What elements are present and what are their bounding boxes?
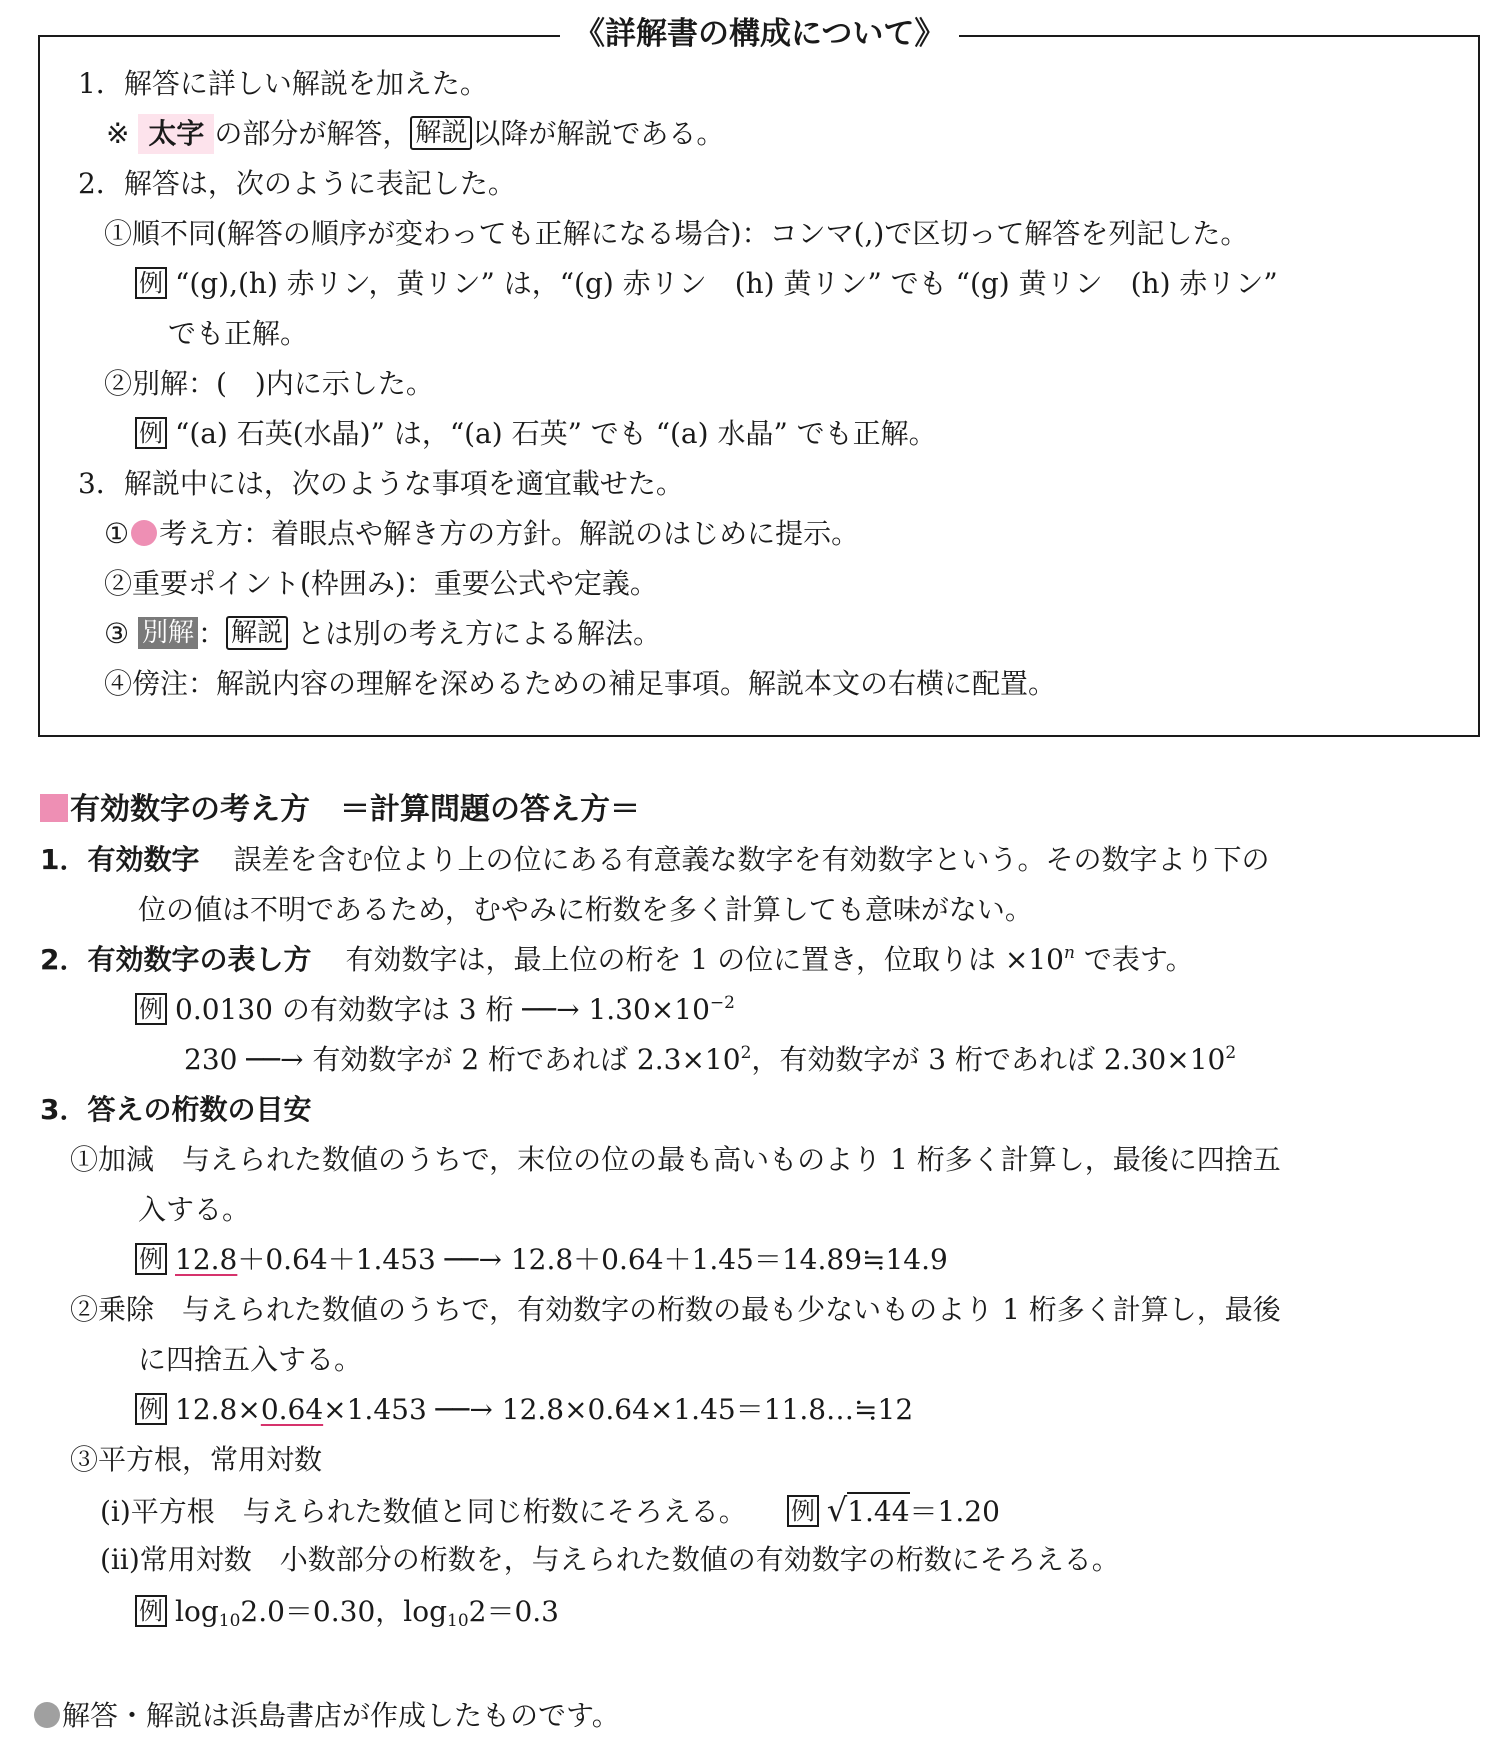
s2-ex1: 0.0130 の有効数字は 3 桁 ──→ 1.30×10 <box>175 993 710 1026</box>
s2-ex2-b: ，有効数字が 3 桁であれば 2.30×10 <box>751 1043 1226 1076</box>
s2-label: 2．有効数字の表し方 <box>40 943 312 976</box>
guide-item-3-3 <box>104 614 661 654</box>
s2-exponent: n <box>1063 943 1075 963</box>
s2-ex1-exponent: −2 <box>709 993 735 1013</box>
item3-1-num: ① <box>104 517 130 550</box>
example-2-text: “(a) 石英(水晶)” は，“(a) 石英” でも “(a) 水晶” でも正解。 <box>175 417 937 450</box>
rei-tag: 例 <box>135 1393 167 1425</box>
pink-square-icon <box>40 794 68 822</box>
s3-2-ex-rest: ×1.453 ──→ 12.8×0.64×1.45＝11.8…≒12 <box>323 1393 914 1426</box>
sigfig-s2-example-1 <box>135 990 735 1030</box>
s2-ex2-exp2: 2 <box>1225 1043 1237 1063</box>
rei-tag: 例 <box>135 1243 167 1275</box>
note-mid: の部分が解答， <box>214 117 411 150</box>
colon: ： <box>198 617 227 650</box>
item3-3-num: ③ <box>104 617 130 650</box>
bold-label: 太字 <box>138 114 214 154</box>
sigfig-s3-2: ②乗除 与えられた数値のうちで，有効数字の桁数の最も少ないものより 1 桁多く計算し，最後 <box>70 1293 1281 1326</box>
s2-text-end: で表す。 <box>1074 943 1194 976</box>
log-base-1: 10 <box>218 1611 241 1631</box>
rei-tag: 例 <box>787 1495 819 1527</box>
footer-note <box>34 1696 620 1736</box>
guide-item-3-4: ④傍注：解説内容の理解を深めるための補足事項。解説本文の右横に配置。 <box>104 667 1057 700</box>
sigfig-s3-3-ii: (ⅱ)常用対数 小数部分の桁数を，与えられた数値の有効数字の桁数にそろえる。 <box>100 1543 1120 1576</box>
sigfig-s2-example-2 <box>184 1040 1236 1080</box>
guide-item-3-1 <box>104 514 859 554</box>
sigfig-s3-2-example <box>135 1390 913 1430</box>
log-c: 2＝0.3 <box>468 1595 560 1628</box>
pink-circle-icon <box>131 520 157 546</box>
guide-title: 《詳解書の構成について》 <box>560 12 959 56</box>
footer-text: 解答・解説は浜島書店が作成したものです。 <box>62 1699 620 1732</box>
s1-text: 誤差を含む位より上の位にある有意義な数字を有効数字という。その数字より下の <box>233 843 1270 876</box>
guide-item-3-2: ②重要ポイント(枠囲み)：重要公式や定義。 <box>104 567 658 600</box>
sigfig-s2 <box>40 940 1194 980</box>
kaisetsu-tag-2: 解説 <box>226 616 288 650</box>
sigfig-heading-text: 有効数字の考え方 ＝計算問題の答え方＝ <box>70 792 640 827</box>
s3-2-underlined: 0.64 <box>260 1393 324 1426</box>
rei-tag: 例 <box>135 993 167 1025</box>
rei-tag: 例 <box>135 417 167 449</box>
guide-item-3: 3．解説中には，次のような事項を適宜載せた。 <box>78 467 684 500</box>
s2-ex2-a: 230 ──→ 有効数字が 2 桁であれば 2.3×10 <box>184 1043 741 1076</box>
sqrt-value: 1.44 <box>847 1492 909 1528</box>
guide-note <box>106 114 724 154</box>
sigfig-s1-cont: 位の値は不明であるため，むやみに桁数を多く計算しても意味がない。 <box>138 893 1033 926</box>
betsukai-tag: 別解 <box>138 617 198 649</box>
log-base-2: 10 <box>447 1611 469 1631</box>
kaisetsu-tag: 解説 <box>410 116 472 150</box>
guide-item-2: 2．解答は，次のように表記した。 <box>78 167 516 200</box>
note-mark: ※ <box>106 117 130 150</box>
log-b: 2.0＝0.30，log <box>240 1595 448 1628</box>
sigfig-log-example <box>135 1592 559 1632</box>
sigfig-s3-3: ③平方根，常用対数 <box>70 1443 323 1476</box>
sigfig-s3-label: 3．答えの桁数の目安 <box>40 1093 312 1126</box>
gray-circle-icon <box>34 1702 60 1728</box>
sqrt-icon: √ <box>826 1491 848 1529</box>
sqrt-result: ＝1.20 <box>909 1495 1000 1528</box>
guide-item-1: 1．解答に詳しい解説を加えた。 <box>78 67 488 100</box>
s3-3i-text: (ⅰ)平方根 与えられた数値と同じ桁数にそろえる。 <box>100 1495 747 1528</box>
sigfig-s3-1: ①加減 与えられた数値のうちで，末位の位の最も高いものより 1 桁多く計算し，最後に四捨五 <box>70 1143 1281 1176</box>
guide-example-2 <box>135 414 937 454</box>
sigfig-heading <box>40 790 640 830</box>
s3-1-underlined: 12.8 <box>175 1243 238 1276</box>
sigfig-s1 <box>40 840 1270 880</box>
sigfig-s3-3-i <box>100 1490 1000 1532</box>
item3-3-text: とは別の考え方による解法。 <box>296 617 661 650</box>
guide-example-1-cont: でも正解。 <box>168 317 309 350</box>
s3-1-ex-rest: ＋0.64＋1.453 ──→ 12.8＋0.64＋1.45＝14.89≒14.9 <box>237 1243 948 1276</box>
item3-1-text: 考え方：着眼点や解き方の方針。解説のはじめに提示。 <box>159 517 860 550</box>
s1-label: 1．有効数字 <box>40 843 200 876</box>
s2-ex2-exp1: 2 <box>740 1043 752 1063</box>
note-suffix: 以降が解説である。 <box>472 117 725 150</box>
sigfig-s3-1-example <box>135 1240 948 1280</box>
s3-2-ex-pre: 12.8× <box>175 1393 261 1426</box>
rei-tag: 例 <box>135 1595 167 1627</box>
guide-example-1 <box>135 264 1278 304</box>
example-1-text: “(g),(h) 赤リン，黄リン” は，“(g) 赤リン (h) 黄リン” でも “(g) 黄リン (h) 赤リン” <box>175 267 1278 300</box>
guide-item-2-2: ②別解：( )内に示した。 <box>104 367 434 400</box>
sigfig-s3-2-cont: に四捨五入する。 <box>138 1343 363 1376</box>
log-a: log <box>175 1595 219 1628</box>
s2-text: 有効数字は，最上位の桁を 1 の位に置き，位取りは ×10 <box>345 943 1064 976</box>
guide-item-2-1: ①順不同(解答の順序が変わっても正解になる場合)：コンマ(,)で区切って解答を列記した。 <box>104 217 1249 250</box>
rei-tag: 例 <box>135 267 167 299</box>
sigfig-s3-1-cont: 入する。 <box>138 1193 251 1226</box>
